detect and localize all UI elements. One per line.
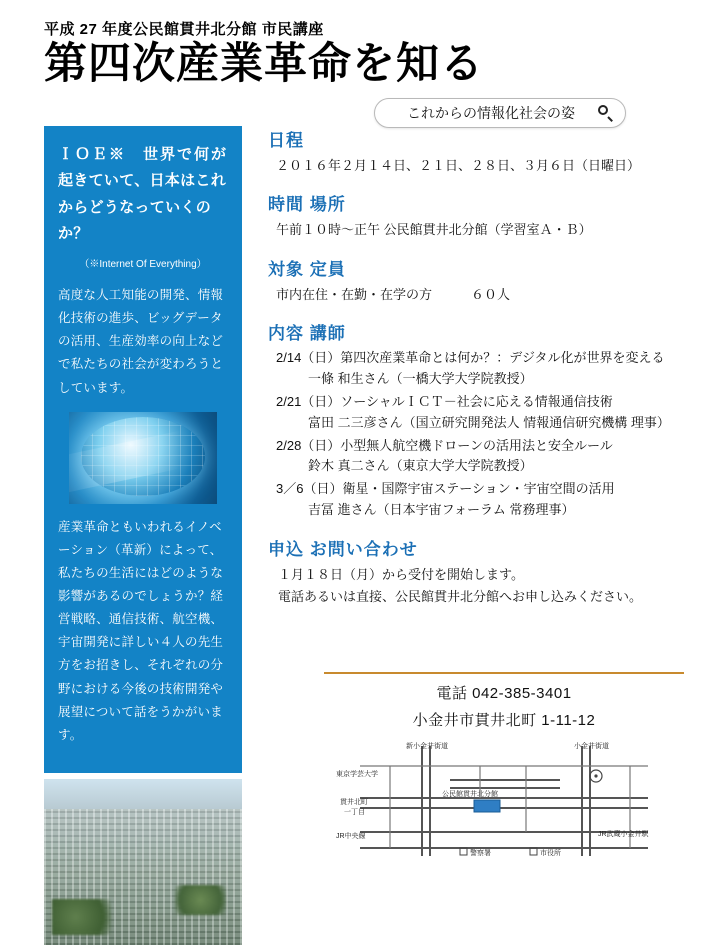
map-label-top-right: 小金井街道 (574, 743, 609, 750)
lecture-title: 2/28（日）小型無人航空機ドローンの活用法と安全ルール (276, 437, 613, 453)
list-item (268, 479, 688, 521)
left-footnote: （※Internet Of Everything） (79, 259, 207, 270)
search-box[interactable] (374, 98, 626, 128)
lecture-speaker: 一條 和生さん（一橋大学大学院教授） (308, 371, 533, 387)
lecture-speaker: 吉冨 進さん（日本宇宙フォーラム 常務理事） (308, 501, 575, 517)
lecture-list (268, 348, 688, 520)
section-schedule-title: 日程 (268, 131, 304, 150)
map-label-left2: 貫井北町 (340, 799, 368, 806)
page-header (44, 18, 684, 88)
header-kicker: 平成 27 年度公民館貫井北分館 市民講座 (44, 21, 324, 38)
list-item (268, 436, 688, 478)
lecture-speaker: 富田 二三彦さん（国立研究開発法人 情報通信研究機構 理事） (308, 414, 670, 430)
map-label-top-left: 新小金井街道 (406, 743, 448, 750)
section-target (268, 255, 688, 305)
section-contents-title: 内容 講師 (268, 324, 346, 344)
lecture-title: 2/21（日）ソーシャルＩＣＴ－社会に応える情報通信技術 (276, 393, 613, 409)
left-paragraph-1: 高度な人工知能の開発、情報化技術の進歩、ビッグデータの活用、生産効率の向上などで私たちの社会が変わろうとしています。 (58, 288, 224, 395)
section-apply-title: 申込 お問い合わせ (268, 539, 418, 559)
map-label-left1: 東京学芸大学 (336, 771, 378, 778)
globe-network-image (69, 412, 217, 504)
search-icon[interactable] (597, 104, 615, 122)
map-label-left3: 一丁目 (344, 809, 365, 816)
section-target-body: 市内在住・在勤・在学の方 ６０人 (276, 286, 511, 302)
map-label-bottom-left: JR中央線 (336, 833, 366, 840)
apply-line-2: 電話あるいは直接、公民館貫井北分館へお申し込みください。 (278, 588, 643, 604)
section-schedule-body: ２０１６年２月１４日、２１日、２８日、３月６日（日曜日） (276, 158, 641, 173)
contact-divider (324, 672, 684, 674)
contact-telephone: 電話 042-385-3401 (436, 685, 572, 702)
lecture-title: 3／6（日）衛星・国際宇宙ステーション・宇宙空間の活用 (276, 481, 615, 497)
search-input[interactable]: これからの情報化社会の姿 (407, 105, 575, 121)
left-paragraph-2: 産業革命ともいわれるイノベーション（革新）によって、私たちの生活にはどのような影響があるのでしょうか？経営戦略、通信技術、航空機、宇宙開発に詳しい４人の先生方をお招きし、それぞれの分野における今後の技術開発や展望について話をうかがいます。 (58, 519, 224, 742)
map-label-cityhall: 市役所 (540, 850, 561, 857)
left-headline-line1: ＩＯＥ※ 世界で何が (58, 146, 229, 163)
section-time-place-body: 午前１０時～正午 公民館貫井北分館（学習室Ａ・Ｂ） (276, 222, 592, 238)
apply-line-1: １月１８日（月）から受付を開始します。 (278, 566, 524, 582)
left-headline-line2: 起きていて、日本はこれ (58, 172, 227, 190)
left-headline-line3: からどうなっていくのか？ (58, 198, 212, 242)
section-target-title: 対象 定員 (268, 259, 346, 279)
main-content (268, 126, 688, 622)
lecture-title: 2/14（日）第四次産業革命とは何か？：デジタル化が世界を変える (276, 350, 665, 366)
contact-block (324, 672, 684, 738)
section-contents (268, 319, 688, 520)
left-info-panel (44, 126, 242, 773)
location-map (330, 736, 678, 868)
left-headline (58, 142, 228, 247)
section-apply (268, 535, 688, 608)
section-time-place-title: 時間 場所 (268, 195, 346, 215)
section-time-place (268, 190, 688, 240)
map-label-right-road: JR武蔵小金井駅 (598, 831, 649, 838)
list-item (268, 392, 688, 434)
page-title: 第四次産業革命を知る (44, 40, 484, 88)
section-schedule (268, 126, 688, 176)
map-label-police: 警察署 (470, 850, 491, 857)
lecture-speaker: 鈴木 真二さん（東京大学大学院教授） (308, 458, 533, 474)
map-label-center: 公民館貫井北分館 (442, 791, 498, 798)
aerial-city-photo (44, 779, 242, 945)
contact-address: 小金井市貫井北町 1-11-12 (412, 712, 596, 729)
list-item (268, 348, 688, 390)
